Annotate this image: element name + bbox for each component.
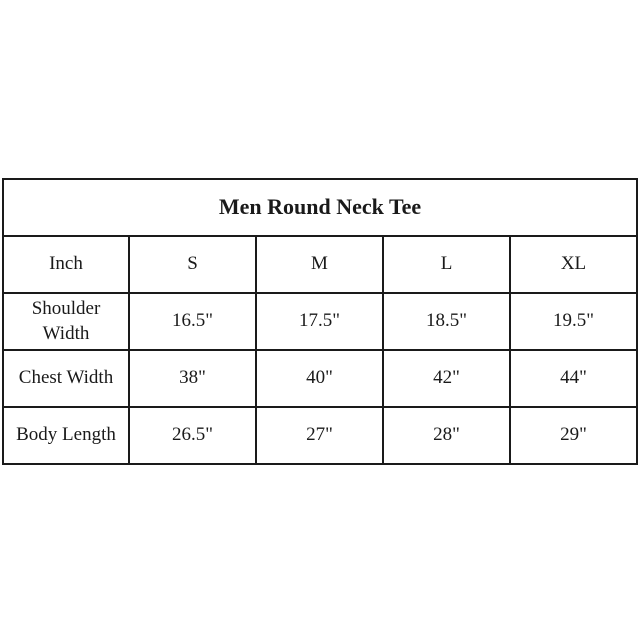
size-header-s: S [129,236,256,293]
table-cell: 27" [256,407,383,464]
row-label: Body Length [3,407,129,464]
table-cell: 42" [383,350,510,407]
table-cell: 26.5" [129,407,256,464]
table-cell: 29" [510,407,637,464]
table-cell: 44" [510,350,637,407]
chart-title: Men Round Neck Tee [3,179,637,236]
table-cell: 40" [256,350,383,407]
table-row-chest-width [3,350,637,407]
size-header-xl: XL [510,236,637,293]
table-cell: 16.5" [129,293,256,350]
table-row-body-length [3,407,637,464]
row-label: Chest Width [3,350,129,407]
table-cell: 17.5" [256,293,383,350]
row-label: Shoulder Width [3,293,129,350]
unit-header: Inch [3,236,129,293]
table-cell: 18.5" [383,293,510,350]
header-row [3,236,637,293]
size-header-m: M [256,236,383,293]
table-cell: 28" [383,407,510,464]
size-chart-table [2,178,638,465]
table-cell: 19.5" [510,293,637,350]
table-cell: 38" [129,350,256,407]
table-row-shoulder-width [3,293,637,350]
size-header-l: L [383,236,510,293]
title-row [3,179,637,236]
